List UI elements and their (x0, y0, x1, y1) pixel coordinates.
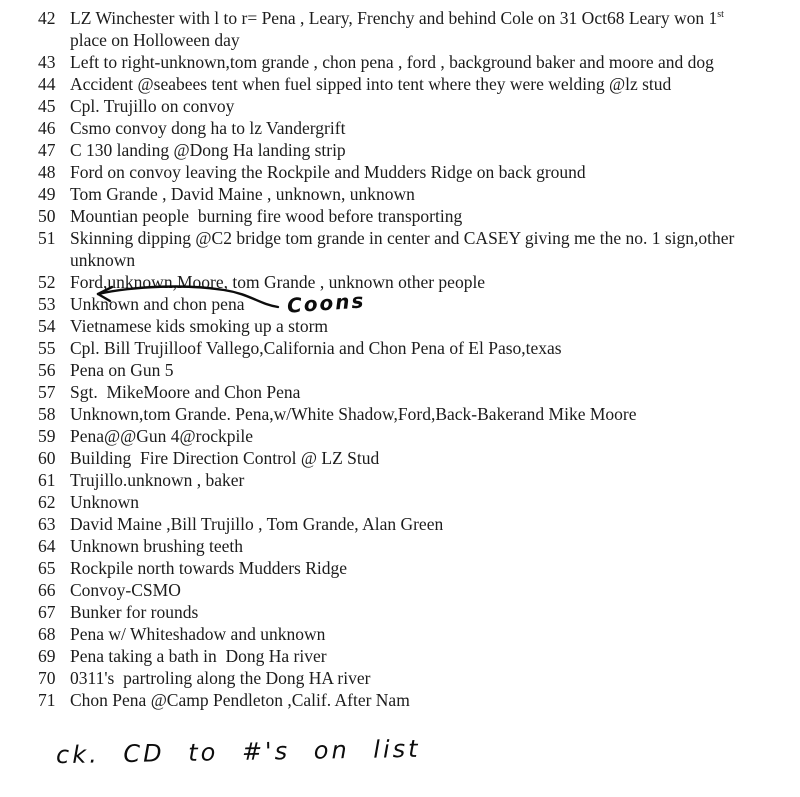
item-text (70, 73, 792, 95)
item-text-line: Rockpile north towards Mudders Ridge (70, 558, 348, 578)
item-text (70, 95, 792, 117)
handwritten-coons-note: Coons (286, 288, 367, 318)
item-text (70, 601, 792, 623)
item-number: 42 (38, 8, 56, 28)
list-item (38, 73, 792, 95)
item-text (70, 667, 792, 689)
list-item (38, 689, 792, 711)
list-item (38, 601, 792, 623)
item-number: 55 (38, 338, 56, 358)
item-text-line: Building Fire Direction Control @ LZ Stud (70, 448, 380, 468)
list-item (38, 271, 792, 293)
item-text (70, 315, 792, 337)
list-item (38, 557, 792, 579)
item-number: 46 (38, 118, 56, 138)
list-item (38, 667, 792, 689)
item-text (70, 645, 792, 667)
item-text-line: 0311's partroling along the Dong HA river (70, 668, 371, 688)
item-text-line: Cpl. Trujillo on convoy (70, 96, 235, 116)
item-text-line: C 130 landing @Dong Ha landing strip (70, 140, 346, 160)
item-text (70, 51, 792, 73)
item-number: 67 (38, 602, 56, 622)
list-item (38, 183, 792, 205)
item-text (70, 579, 792, 601)
item-text-line: Mountian people burning fire wood before transporting (70, 206, 463, 226)
list-item (38, 51, 792, 73)
item-text (70, 7, 792, 51)
item-number: 62 (38, 492, 56, 512)
item-number: 71 (38, 690, 56, 710)
item-text-line: Convoy-CSMO (70, 580, 181, 600)
item-number: 59 (38, 426, 56, 446)
item-text-line: Ford on convoy leaving the Rockpile and Mudders Ridge on back ground (70, 162, 586, 182)
item-text (70, 557, 792, 579)
item-text-line: Pena w/ Whiteshadow and unknown (70, 624, 326, 644)
item-text-line: Sgt. MikeMoore and Chon Pena (70, 382, 301, 402)
item-number: 63 (38, 514, 56, 534)
item-text (70, 447, 792, 469)
item-text (70, 535, 792, 557)
list-item (38, 381, 792, 403)
item-text-line: Pena taking a bath in Dong Ha river (70, 646, 327, 666)
item-text (70, 183, 792, 205)
list-item (38, 293, 792, 315)
item-number: 56 (38, 360, 56, 380)
item-text (70, 491, 792, 513)
item-text (70, 139, 792, 161)
list-item (38, 117, 792, 139)
item-number: 68 (38, 624, 56, 644)
item-number: 52 (38, 272, 56, 292)
list-item (38, 513, 792, 535)
list-item (38, 447, 792, 469)
item-text (70, 117, 792, 139)
item-number: 70 (38, 668, 56, 688)
list-item (38, 227, 792, 271)
item-text-line: LZ Winchester with l to r= Pena , Leary, Frenchy and behind Cole on 31 Oct68 Leary won 1st (70, 8, 724, 28)
item-text-line: Bunker for rounds (70, 602, 199, 622)
item-text-line: Unknown (70, 492, 140, 512)
item-text-line: Left to right-unknown,tom grande , chon pena , ford , background baker and moore and dog (70, 52, 714, 72)
list-item (38, 161, 792, 183)
item-text-line: unknown (70, 250, 136, 270)
list-item (38, 403, 792, 425)
item-text-line: Skinning dipping @C2 bridge tom grande in center and CASEY giving me the no. 1 sign,other (70, 228, 735, 248)
item-text (70, 205, 792, 227)
item-text-line: Vietnamese kids smoking up a storm (70, 316, 329, 336)
item-number: 65 (38, 558, 56, 578)
list-item (38, 425, 792, 447)
item-number: 45 (38, 96, 56, 116)
item-text (70, 161, 792, 183)
list-item (38, 7, 792, 51)
item-text (70, 359, 792, 381)
item-number: 47 (38, 140, 56, 160)
list-item (38, 337, 792, 359)
item-number: 64 (38, 536, 56, 556)
item-number: 61 (38, 470, 56, 490)
list-item (38, 579, 792, 601)
list-item (38, 95, 792, 117)
list-item (38, 315, 792, 337)
list-item (38, 645, 792, 667)
item-text (70, 689, 792, 711)
item-number: 54 (38, 316, 56, 336)
item-text-line: David Maine ,Bill Trujillo , Tom Grande, Alan Green (70, 514, 444, 534)
item-text (70, 337, 792, 359)
list-item (38, 205, 792, 227)
item-text-line: Trujillo.unknown , baker (70, 470, 245, 490)
list-item (38, 359, 792, 381)
list-item (38, 535, 792, 557)
item-text (70, 469, 792, 491)
item-text-line: Pena on Gun 5 (70, 360, 174, 380)
list-item (38, 623, 792, 645)
item-number: 50 (38, 206, 56, 226)
list-item (38, 491, 792, 513)
item-text (70, 381, 792, 403)
item-text (70, 623, 792, 645)
list-item (38, 139, 792, 161)
item-text-line: Pena@@Gun 4@rockpile (70, 426, 253, 446)
item-number: 66 (38, 580, 56, 600)
item-number: 49 (38, 184, 56, 204)
item-number: 53 (38, 294, 56, 314)
item-text-line: Accident @seabees tent when fuel sipped into tent where they were welding @lz stud (70, 74, 672, 94)
item-text (70, 227, 792, 271)
item-number: 51 (38, 228, 56, 248)
item-text-line: Tom Grande , David Maine , unknown, unknown (70, 184, 415, 204)
item-text (70, 271, 792, 293)
handwritten-check-cd-note: ck. CD to #'s on list (55, 734, 421, 770)
item-text-line: Csmo convoy dong ha to lz Vandergrift (70, 118, 346, 138)
item-text (70, 293, 792, 315)
item-text-line: Ford,unknown,Moore, tom Grande , unknown other people (70, 272, 486, 292)
item-number: 44 (38, 74, 56, 94)
photo-list (38, 7, 792, 711)
item-number: 48 (38, 162, 56, 182)
item-number: 57 (38, 382, 56, 402)
item-text (70, 403, 792, 425)
item-text (70, 425, 792, 447)
item-text-line: place on Holloween day (70, 30, 240, 50)
item-text-line: Unknown and chon pena (70, 294, 245, 314)
item-number: 58 (38, 404, 56, 424)
superscript: st (717, 9, 724, 21)
item-number: 60 (38, 448, 56, 468)
item-number: 69 (38, 646, 56, 666)
list-item (38, 469, 792, 491)
item-text (70, 513, 792, 535)
item-text-line: Unknown brushing teeth (70, 536, 244, 556)
item-text-line: Unknown,tom Grande. Pena,w/White Shadow,Ford,Back-Bakerand Mike Moore (70, 404, 637, 424)
item-number: 43 (38, 52, 56, 72)
item-text-line: Cpl. Bill Trujilloof Vallego,California and Chon Pena of El Paso,texas (70, 338, 562, 358)
item-text-line: Chon Pena @Camp Pendleton ,Calif. After Nam (70, 690, 410, 710)
